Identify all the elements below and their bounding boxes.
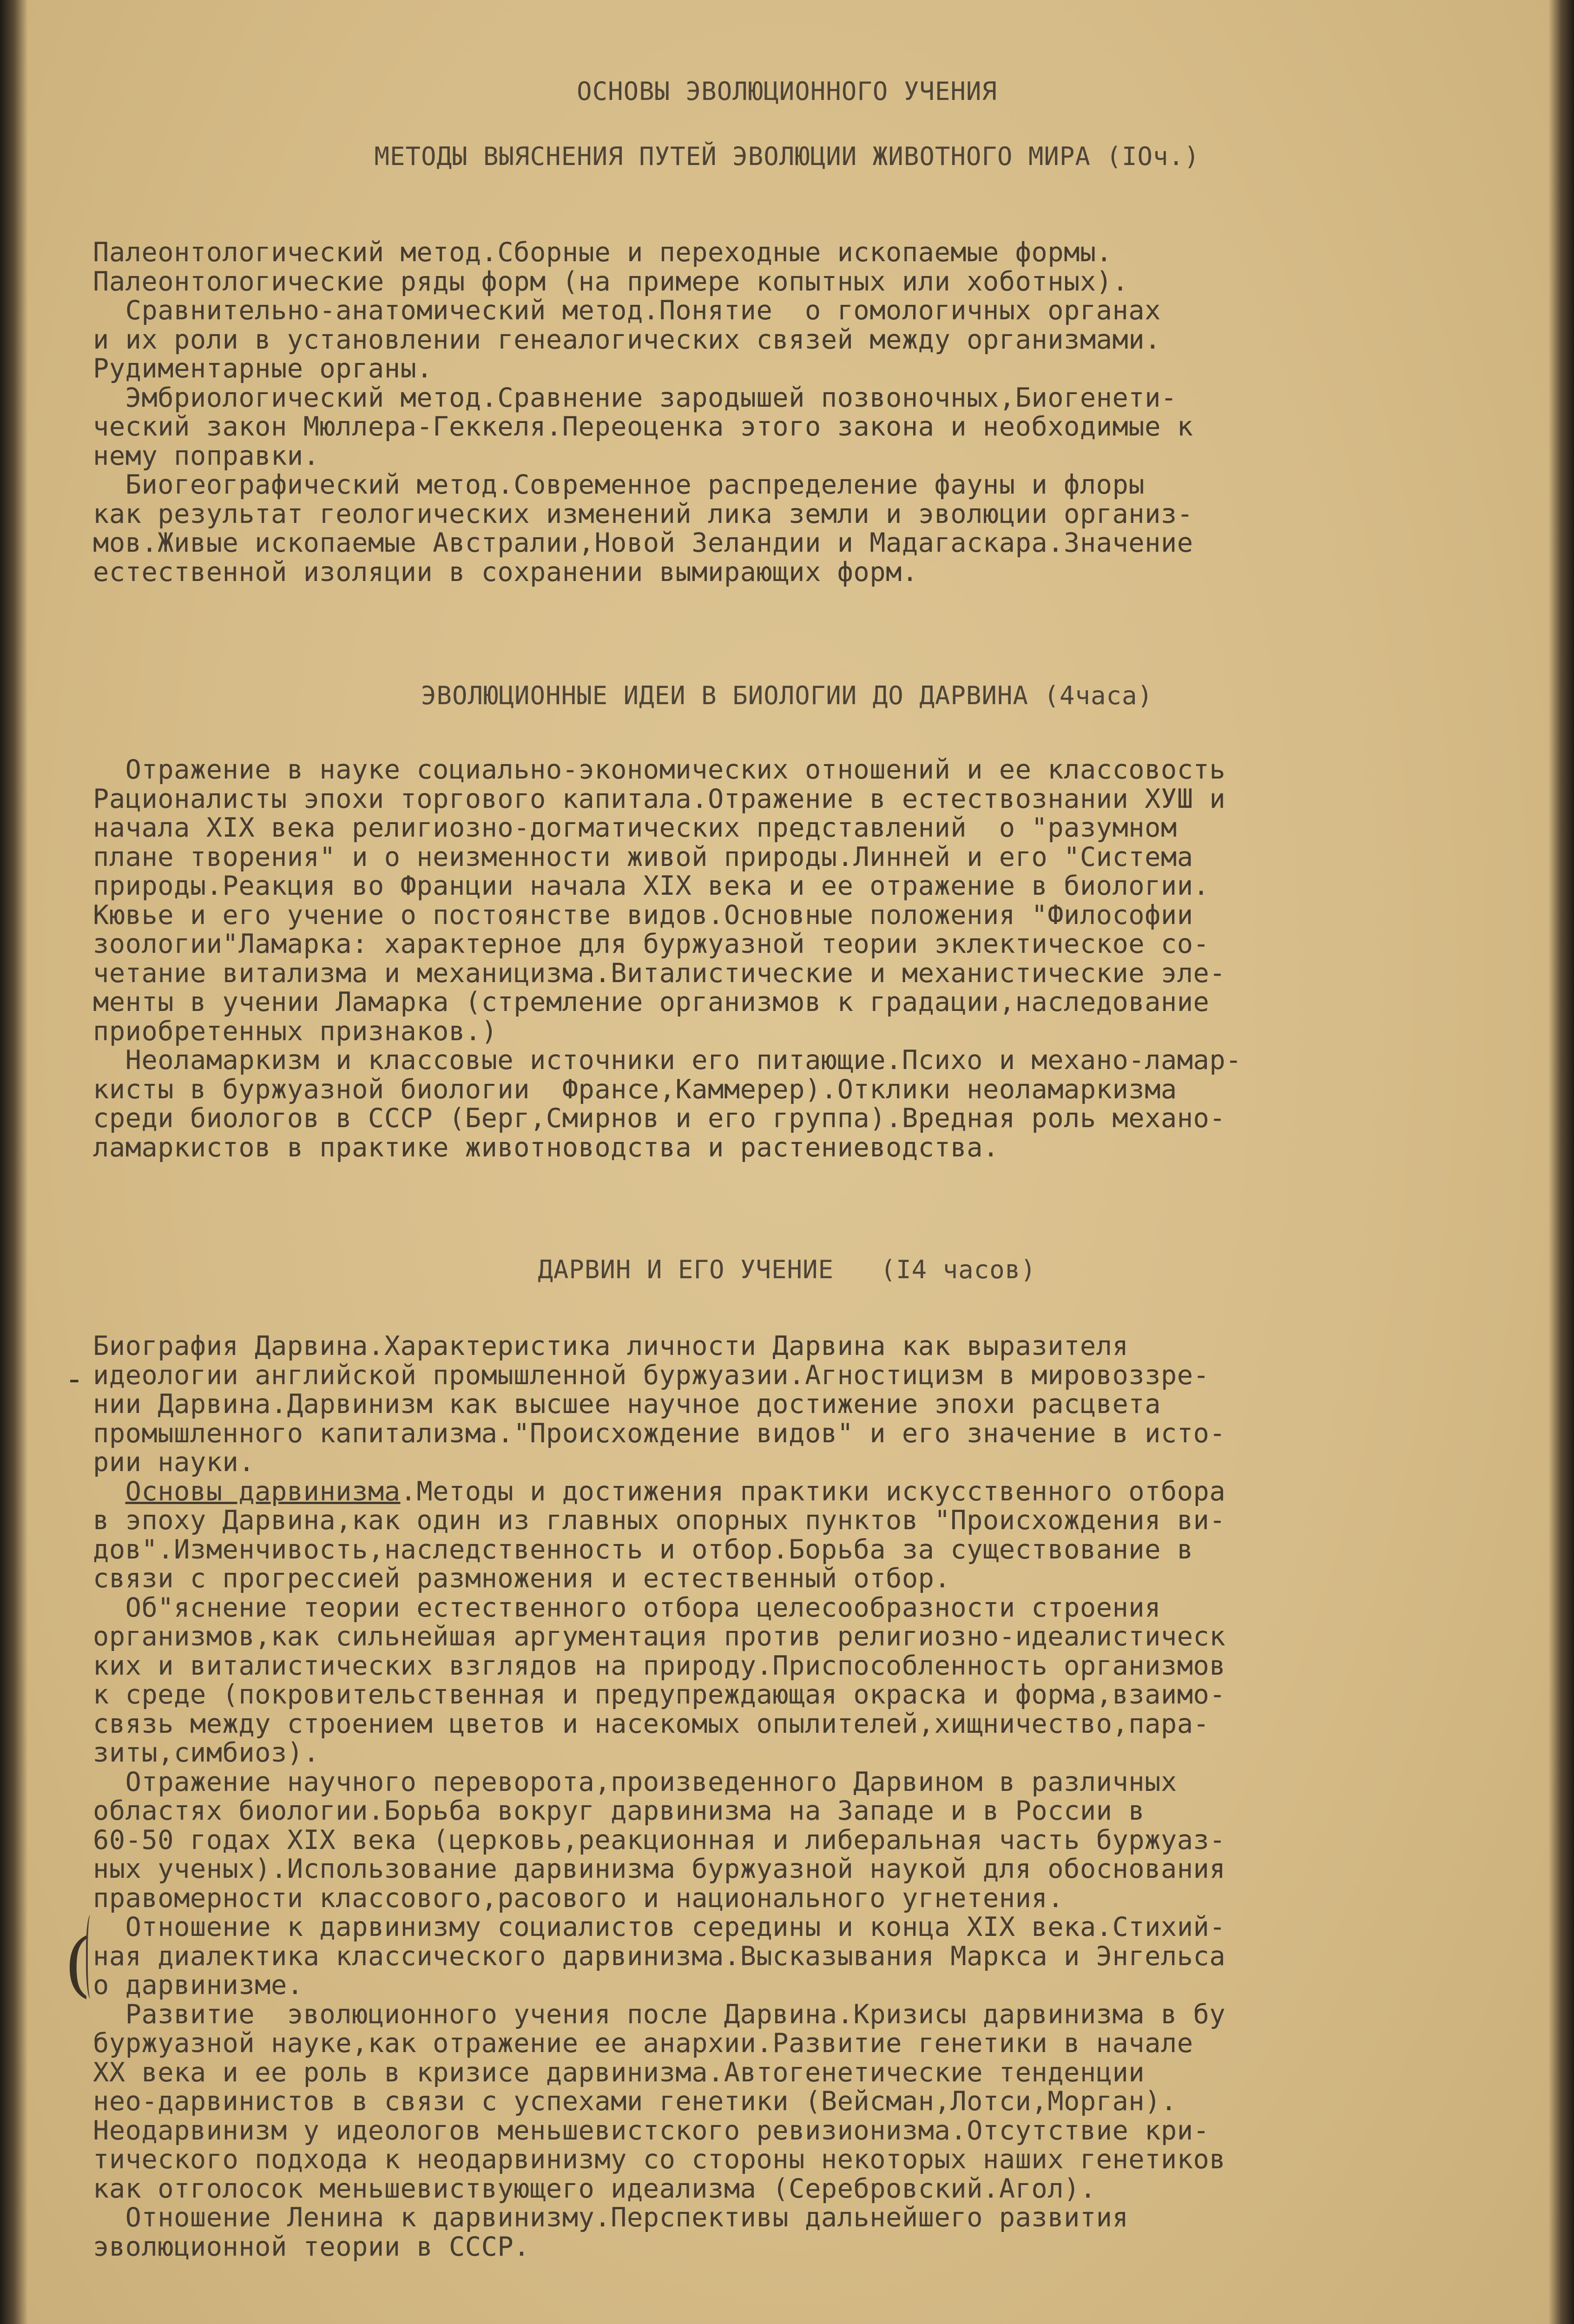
text-line: ческий закон Мюллера-Геккеля.Переоценка этого закона и необходимые к [93,412,1193,442]
text-line: зиты,симбиоз). [93,1738,320,1768]
text-line: Неодарвинизм у идеологов меньшевистского ревизионизма.Отсутствие кри- [93,2116,1210,2145]
text-line: Отношение Ленина к дарвинизму.Перспективы дальнейшего развития [93,2203,1129,2232]
text-line: Биогеографический метод.Современное распределение фауны и флоры [93,470,1145,500]
text-line: связь между строением цветов и насекомых опылителей,хищничество,пара- [93,1709,1210,1738]
text-line: Биография Дарвина.Характеристика личности Дарвина как выразителя [93,1332,1129,1361]
text-line: Неоламаркизм и классовые источники его питающие.Психо и механо-ламар- [93,1046,1242,1075]
text-line: к среде (покровительственная и предупреждающая окраска и форма,взаимо- [93,1680,1226,1710]
text-line: организмов,как сильнейшая аргументация против религиозно-идеалистическ [93,1622,1226,1651]
text-line: о дарвинизме. [93,1971,303,2000]
text-line: естественной изоляции в сохранении вымирающих форм. [93,557,918,587]
margin-bracket-mark: ( [64,1924,92,2005]
text-line: рии науки. [93,1448,255,1477]
text-line: XX века и ее роль в кризисе дарвинизма.Автогенетические тенденции [93,2058,1145,2087]
text-line: плане творения" и о неизменности живой природы.Линней и его "Система [93,842,1193,872]
text-line: идеологии английской промышленной буржуазии.Агностицизм в мировоззре- [93,1360,1210,1390]
text-line: 60-50 годах XIX века (церковь,реакционная и либеральная часть буржуаз- [93,1825,1226,1855]
text-line: и их роли в установлении генеалогических связей между организмами. [93,325,1161,354]
text-line: Кювье и его учение о постоянстве видов.Основные положения "Философии [93,900,1193,930]
text-line: эволюционной теории в СССР. [93,2232,530,2261]
section-body-darwin [93,1332,1529,2261]
text-line: зоологии"Ламарка: характерное для буржуазной теории эклектическое со- [93,930,1210,959]
text-line: тического подхода к неодарвинизму со стороны некоторых наших генетиков [93,2145,1226,2174]
page-edge-right [1548,0,1574,2324]
text-line: нии Дарвина.Дарвинизм как высшее научное достижение эпохи расцвета [93,1390,1161,1419]
text-line: Сравнительно-анатомический метод.Понятие о гомологичных органах [93,296,1161,325]
text-line: как результат геологических изменений лика земли и эволюции организ- [93,499,1193,528]
text-line: Рационалисты эпохи торгового капитала.Отражение в естествознании ХУШ и [93,784,1226,813]
text-line-underlined: Основы дарвинизма.Методы и достижения практики искусственного отбора [125,1477,1226,1506]
text-line: буржуазной науке,как отражение ее анархии.Развитие генетики в начале [93,2029,1193,2058]
text-line: Эмбриологический метод.Сравнение зародышей позвоночных,Биогенети- [93,383,1177,412]
page-edge-left [0,0,28,2324]
text-line: нео-дарвинистов в связи с успехами генетики (Вейсман,Лотси,Морган). [93,2087,1177,2116]
text-line: среди биологов в СССР (Берг,Смирнов и его группа).Вредная роль механо- [93,1104,1226,1133]
text-line: Отражение в науке социально-экономических отношений и ее классовость [93,755,1226,785]
text-line: Отражение научного переворота,произведенного Дарвином в различных [93,1767,1177,1796]
text-line: Рудиментарные органы. [93,354,433,383]
text-line: Палеонтологические ряды форм (на примере копытных или хоботных). [93,267,1129,296]
text-line: нему поправки. [93,441,320,470]
text-line: менты в учении Ламарка (стремление организмов к градации,наследование [93,988,1210,1017]
text-line: начала XIX века религиозно-догматических представлений о "разумном [93,813,1177,843]
text-line: промышленного капитализма."Происхождение видов" и его значение в исто- [93,1419,1226,1448]
margin-dash-mark: - [69,1360,80,1398]
text-line: мов.Живые ископаемые Австралии,Новой Зеландии и Мадагаскара.Значение [93,528,1193,558]
text-line: ламаркистов в практике животноводства и растениеводства. [93,1133,999,1162]
text-line: как отголосок меньшевиствующего идеализма (Серебровский.Агол). [93,2174,1096,2203]
text-line: ких и виталистических взглядов на природу.Приспособленность организмов [93,1651,1226,1680]
text-line: правомерности классового,расового и национального угнетения. [93,1883,1064,1913]
text-line: связи с прогрессией размножения и естественный отбор. [93,1564,951,1593]
section-body-methods [93,238,1529,587]
document-title: ОСНОВЫ ЭВОЛЮЦИОННОГО УЧЕНИЯ [577,77,997,106]
section-heading-pre-darwin: ЭВОЛЮЦИОННЫЕ ИДЕИ В БИОЛОГИИ ДО ДАРВИНА (4часа) [421,681,1153,710]
text-line: ная диалектика классического дарвинизма.Высказывания Маркса и Энгельса [93,1941,1226,1971]
section-heading-darwin: ДАРВИН И ЕГО УЧЕНИЕ (I4 часов) [538,1255,1036,1284]
text-line: природы.Реакция во Франции начала XIX века и ее отражение в биологии. [93,872,1210,901]
text-line: дов".Изменчивость,наследственность и отбор.Борьба за существование в [93,1535,1193,1564]
text-line: областях биологии.Борьба вокруг дарвинизма на Западе и в России в [93,1796,1145,1826]
text-line: Об"яснение теории естественного отбора целесообразности строения [93,1593,1161,1622]
text-line: Развитие эволюционного учения после Дарвина.Кризисы дарвинизма в бу [93,2000,1226,2029]
text-line: в эпоху Дарвина,как один из главных опорных пунктов "Происхождения ви- [93,1506,1226,1535]
text-line: четание витализма и механицизма.Виталистические и механистические эле- [93,958,1226,988]
margin-pen-stroke [86,1915,97,1999]
underlined-phrase: Основы дарвинизма [125,1477,401,1506]
section-heading-methods: МЕТОДЫ ВЫЯСНЕНИЯ ПУТЕЙ ЭВОЛЮЦИИ ЖИВОТНОГО МИРА (IОч.) [374,142,1200,171]
text-line: Палеонтологический метод.Сборные и переходные ископаемые формы. [93,238,1113,267]
text-line: Отношение к дарвинизму социалистов середины и конца XIX века.Стихий- [93,1913,1226,1942]
section-body-pre-darwin [93,755,1529,1162]
text-line: ных ученых).Использование дарвинизма буржуазной наукой для обоснования [93,1855,1226,1884]
text-line: приобретенных признаков.) [93,1017,498,1046]
text-line: кисты в буржуазной биологии Франсе,Каммерер).Отклики неоламаркизма [93,1075,1177,1104]
